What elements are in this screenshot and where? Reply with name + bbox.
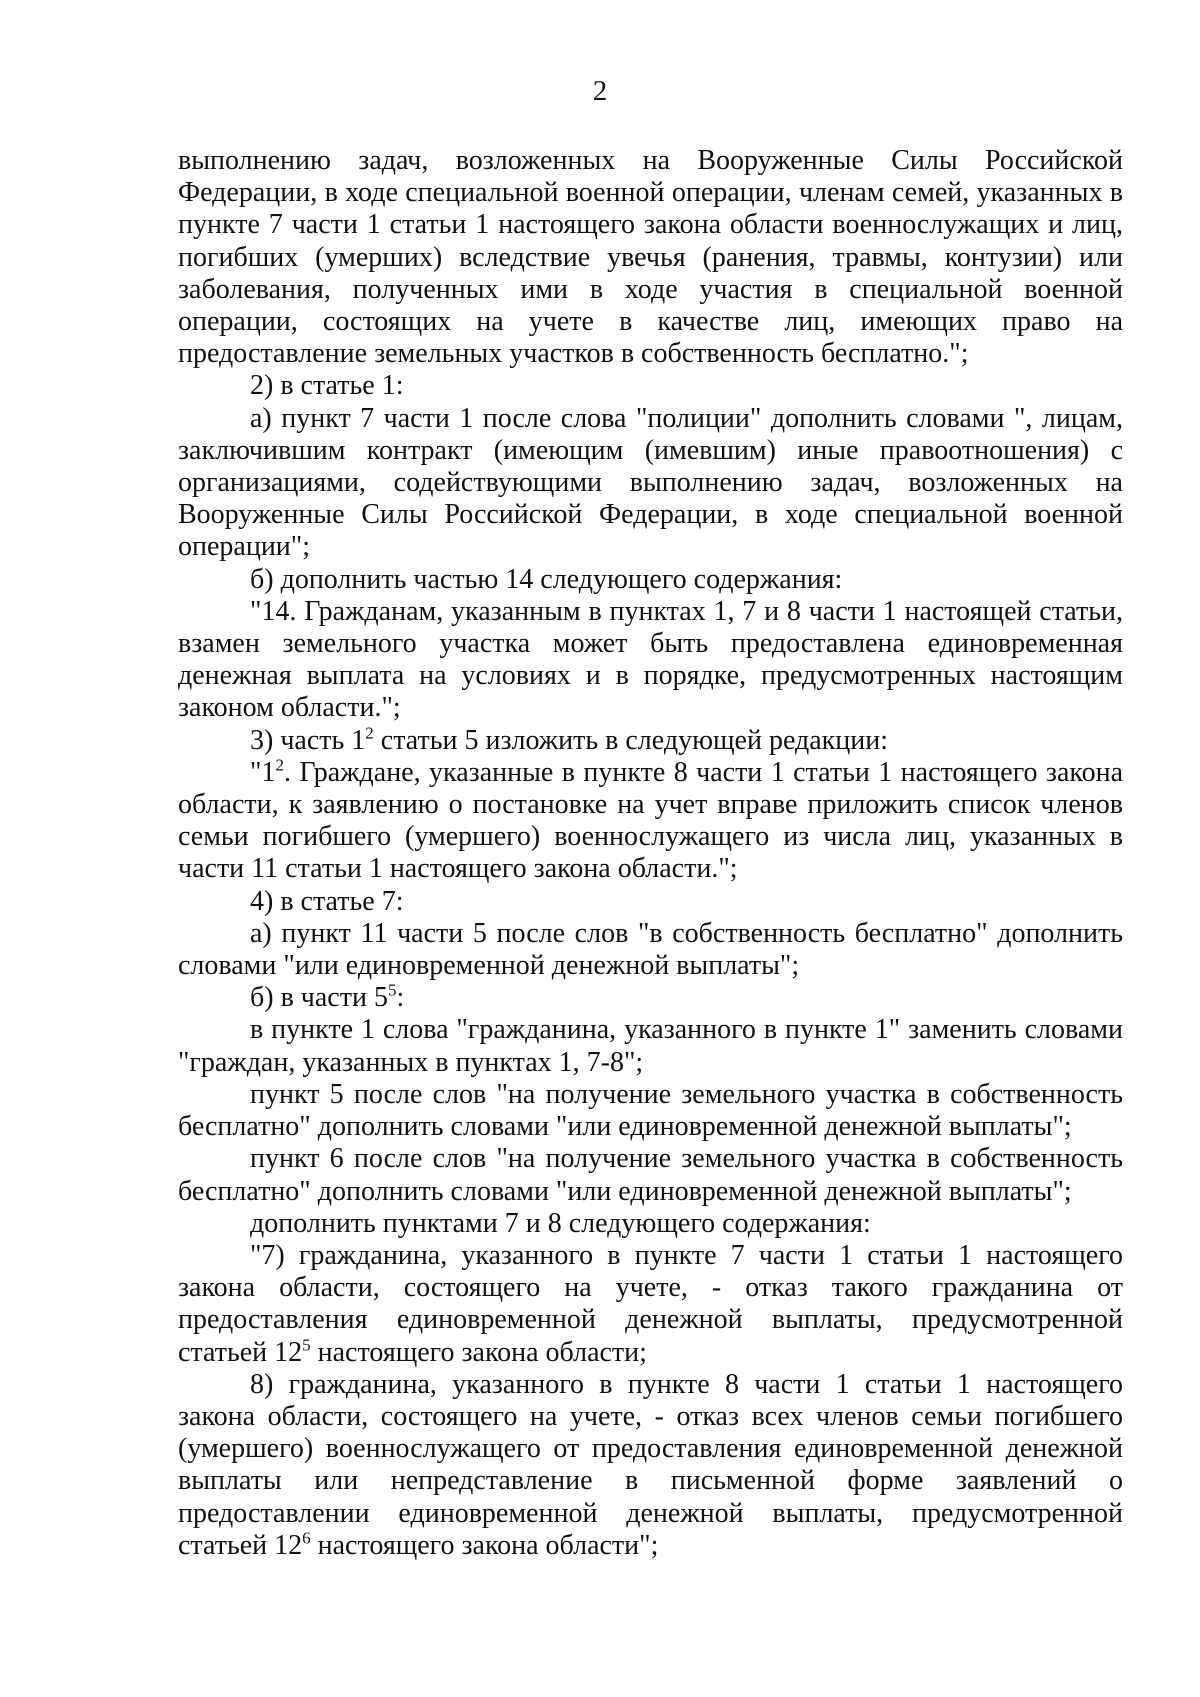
paragraph: [178, 918, 1123, 982]
superscript: 5: [387, 980, 397, 1000]
paragraph-text: 3) часть 1: [250, 724, 366, 756]
page-number: 2: [592, 75, 608, 107]
paragraph: [178, 725, 1123, 757]
paragraph-text: б) в части 5: [250, 982, 388, 1014]
paragraph: [178, 1369, 1123, 1562]
paragraph-text: 2) в статье 1:: [250, 370, 404, 402]
paragraph-text: пункт 6 после слов "на получение земельного участка в собственность бесплатно" дополнить словами "или единовременной денежной выплаты";: [178, 1143, 1123, 1207]
paragraph: [178, 370, 1123, 402]
paragraph-text: выполнению задач, возложенных на Вооруженные Силы Российской Федерации, в ходе специальной военной операции, членам семей, указанных в пункте 7 части 1 статьи 1 настоящего закона области военнослужащих и лиц, погибших (умерших) вследствие увечья (ранения, травмы, контузии) или заболевания, полученных ими в ходе участия в специальной военной операции, состоящих на учете в качестве лиц, имеющих право на предоставление земельных участков в собственность бесплатно.";: [178, 145, 1123, 370]
superscript: 2: [275, 755, 284, 775]
paragraph-text: "14. Гражданам, указанным в пунктах 1, 7 и 8 части 1 настоящей статьи, взамен земельного участка может быть предоставлена единовременная денежная выплата на условиях и в порядке, предусмотренных настоящим законом области.";: [178, 595, 1123, 724]
paragraph-text: дополнить пунктами 7 и 8 следующего содержания:: [250, 1207, 871, 1239]
paragraph-text: :: [396, 982, 405, 1014]
paragraph-text: . Граждане, указанные в пункте 8 части 1 статьи 1 настоящего закона области, к заявлению о постановке на учет вправе приложить список членов семьи погибшего (умершего) военнослужащего из числа лиц, указанных в части 11 статьи 1 настоящего закона области.";: [178, 756, 1123, 885]
paragraph-text: настоящего закона области;: [310, 1336, 647, 1368]
paragraph: [178, 596, 1123, 725]
paragraph-text: "1: [250, 756, 276, 788]
paragraph: [178, 403, 1123, 564]
paragraph-text: 4) в статье 7:: [250, 885, 404, 917]
paragraph: [178, 1143, 1123, 1207]
paragraph-text: "7) гражданина, указанного в пункте 7 части 1 статьи 1 настоящего закона области, состоящего на учете, - отказ такого гражданина от предоставления единовременной денежной выплаты, предусмотренной статьей 12: [178, 1239, 1123, 1368]
superscript: 5: [302, 1335, 311, 1355]
paragraph: [178, 886, 1123, 918]
superscript: 6: [302, 1528, 311, 1548]
paragraph: [178, 1240, 1123, 1369]
paragraph: [178, 982, 1123, 1014]
paragraph: [178, 1208, 1123, 1240]
paragraph-text: б) дополнить частью 14 следующего содержания:: [250, 563, 843, 595]
paragraph-text: 8) гражданина, указанного в пункте 8 части 1 статьи 1 настоящего закона области, состоящего на учете, - отказ всех членов семьи погибшего (умершего) военнослужащего от предоставления единовременной денежной выплаты или непредставление в письменной форме заявлений о предоставлении единовременной денежной выплаты, предусмотренной статьей 12: [178, 1368, 1123, 1561]
paragraph: [178, 1014, 1123, 1078]
paragraph: [178, 564, 1123, 596]
superscript: 2: [365, 723, 374, 743]
paragraph-text: настоящего закона области";: [310, 1529, 659, 1561]
paragraph-text: а) пункт 7 части 1 после слова "полиции" дополнить словами ", лицам, заключившим контракт (имеющим (имевшим) иные правоотношения) с организациями, содействующими выполнению задач, возложенных на Вооруженные Силы Российской Федерации, в ходе специальной военной операции";: [178, 402, 1123, 563]
paragraph-text: в пункте 1 слова "гражданина, указанного в пункте 1" заменить словами "граждан, указанных в пунктах 1, 7-8";: [178, 1014, 1123, 1078]
paragraph-text: статьи 5 изложить в следующей редакции:: [373, 724, 889, 756]
paragraph-text: пункт 5 после слов "на получение земельного участка в собственность бесплатно" дополнить словами "или единовременной денежной выплаты";: [178, 1078, 1123, 1143]
paragraph-text: а) пункт 11 части 5 после слов "в собственность бесплатно" дополнить словами "или единовременной денежной выплаты";: [178, 917, 1123, 982]
paragraph: [178, 757, 1123, 886]
document-body: [178, 145, 1123, 1562]
paragraph: [178, 145, 1123, 370]
paragraph: [178, 1079, 1123, 1143]
